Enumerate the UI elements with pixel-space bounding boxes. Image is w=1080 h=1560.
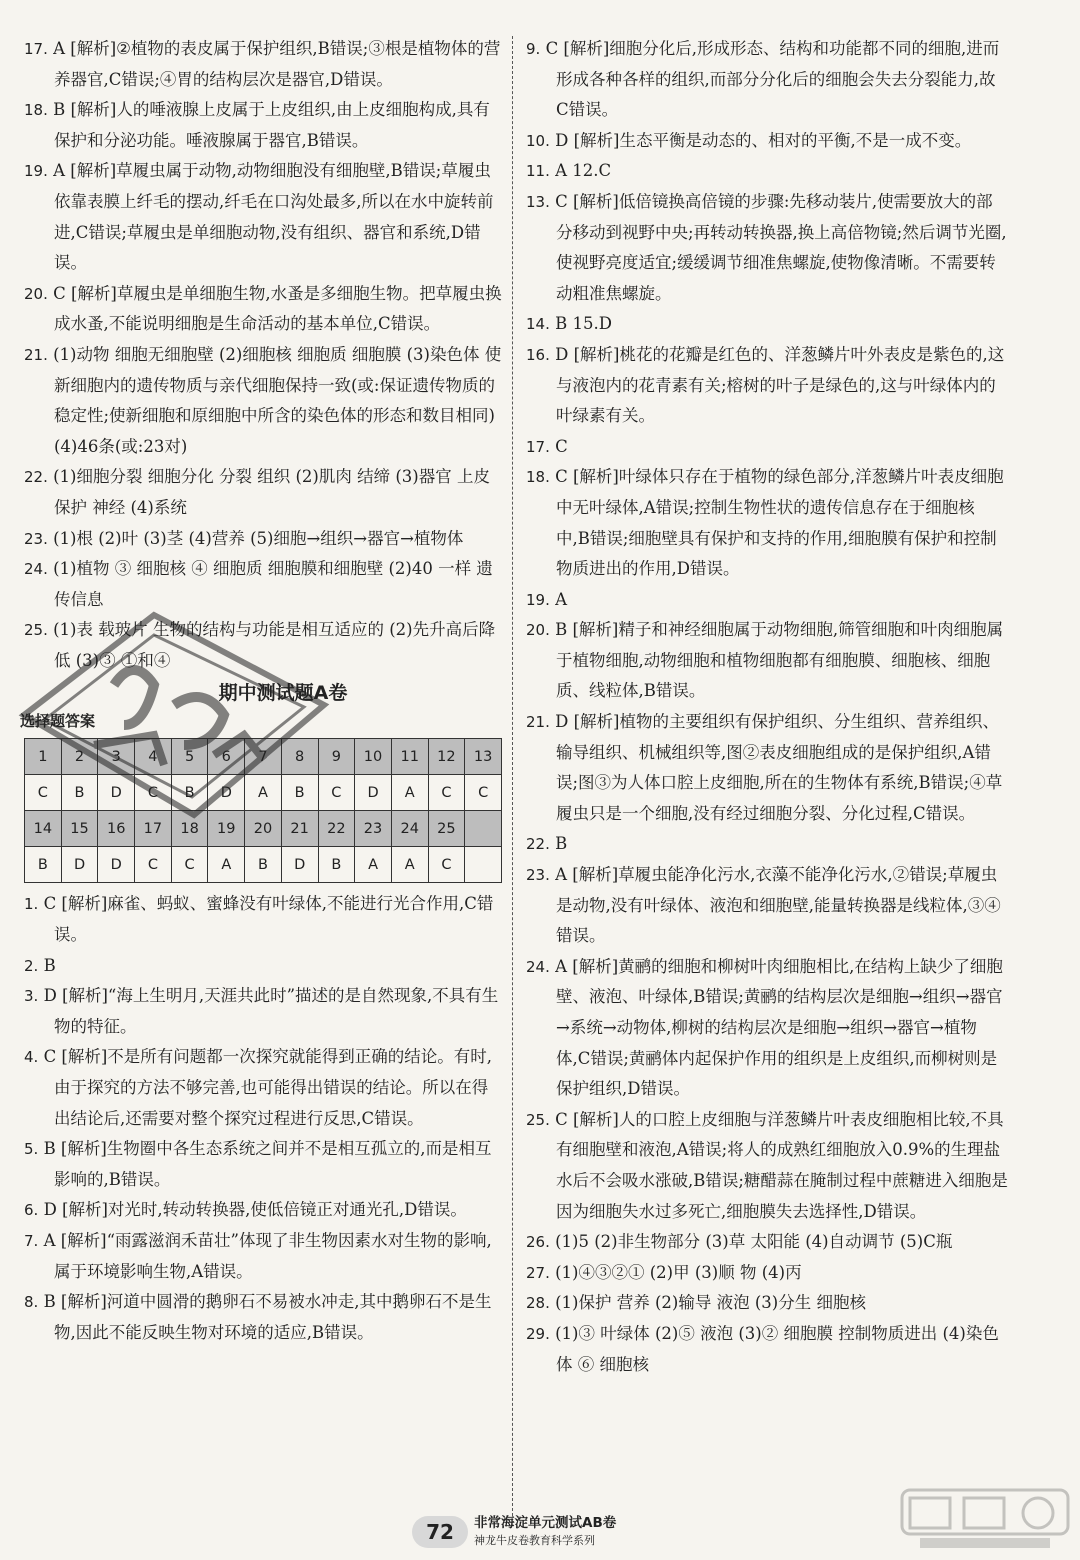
answer-list-right [526,34,1008,1380]
answer-item-number: 24. [526,957,550,976]
answer-item-text: C [解析]草履虫是单细胞生物,水蚤是多细胞生物。把草履虫换成水蚤,不能说明细胞是生命活动的基本单位,C错误。 [53,283,502,334]
answer-table-cell: D [281,847,318,883]
answer-item-number: 8. [24,1293,39,1312]
answer-item [24,156,502,278]
answer-item [526,432,1008,463]
answer-item-number: 28. [526,1294,550,1313]
answer-item [526,126,1008,157]
answer-item-number: 18. [24,101,48,120]
column-divider [512,36,513,1516]
answer-table-cell: D [208,775,245,811]
answer-item [24,889,502,950]
answer-item-number: 21. [526,713,550,732]
answer-item-number: 5. [24,1140,39,1159]
answer-table-cell: 13 [465,739,502,775]
answer-item [526,707,1008,829]
answer-item-text: (1)④③②① (2)甲 (3)顺 物 (4)丙 [555,1262,802,1282]
answer-item [526,829,1008,860]
answer-table-cell: 25 [428,811,465,847]
answer-item-text: (1)③ 叶绿体 (2)⑤ 液泡 (3)② 细胞膜 控制物质进出 (4)染色体 ⑥ 细胞核 [555,1323,999,1374]
answer-table-cell: C [135,847,172,883]
answer-item-number: 7. [24,1232,39,1250]
answer-item-text: A [解析]②植物的表皮属于保护组织,B错误;③根是植物体的营养器官,C错误;④胃的结构层次是器官,D错误。 [53,39,501,89]
answer-table-cell [465,847,502,883]
answer-item-text: C [解析]不是所有问题都一次探究就能得到正确的结论。有时,由于探究的方法不够完善,也可能得出错误的结论。所以在得出结论后,还需要对整个探究过程进行反思,C错误。 [43,1047,493,1128]
answer-item-number: 1. [24,895,39,914]
answer-table-cell: 10 [355,739,392,775]
answer-item-text: B [解析]河道中圆滑的鹅卵石不易被水冲走,其中鹅卵石不是生物,因此不能反映生物对环境的适应,B错误。 [43,1292,492,1342]
answer-item [526,615,1008,707]
answer-table-cell: 18 [171,811,208,847]
answer-table-cell: A [391,775,428,811]
choice-answers-label: 选择题答案 [20,712,96,731]
answer-table-cell: 19 [208,811,245,847]
answer-list-left [24,34,502,676]
answer-table-cell: A [245,775,282,811]
answer-table-cell: C [25,775,62,811]
answer-item-text: D [解析]桃花的花瓣是红色的、洋葱鳞片叶外表皮是紫色的,这与液泡内的花青素有关;榕树的叶子是绿色的,这与叶绿体内的叶绿素有关。 [555,344,1005,426]
answer-item-text: C [解析]麻雀、蚂蚁、蜜蜂没有叶绿体,不能进行光合作用,C错误。 [43,894,494,945]
answer-table-cell: 8 [281,739,318,775]
answer-item [24,279,502,340]
answer-table-cell: 12 [428,739,465,775]
watermark-logo-icon [900,1488,1070,1554]
answer-item-text: D [解析]对光时,转动转换器,使低倍镜正对通光孔,D错误。 [43,1200,467,1220]
answer-item-number: 25. [24,621,48,640]
answer-item [526,156,1008,187]
answer-list-left-2 [24,889,502,1348]
answer-item [24,1287,502,1348]
answer-item-number: 20. [24,284,48,303]
answer-table-cell: B [318,847,355,883]
answer-item-text: (1)细胞分裂 细胞分化 分裂 组织 (2)肌肉 结缔 (3)器官 上皮 保护 神经 (4)系统 [53,467,490,517]
answer-item-number: 23. [24,529,48,548]
answer-item-number: 21. [24,345,48,364]
answer-item-number: 6. [24,1201,39,1220]
answer-table-cell: 22 [318,811,355,847]
answer-item-number: 27. [526,1263,550,1282]
answer-table-cell: C [465,775,502,811]
answer-table-cell: 20 [245,811,282,847]
answer-table-cell: 16 [98,811,135,847]
answer-item-text: C [解析]低倍镜换高倍镜的步骤:先移动装片,使需要放大的部分移动到视野中央;再转动转换器,换上高倍物镜;然后调节光圈,使视野亮度适宜;缓缓调节细准焦螺旋,使物像清晰。不需要转动粗准焦螺旋。 [555,191,1007,303]
answer-item [526,1227,1008,1258]
answer-item-text: B [43,955,56,975]
answer-item [526,1105,1008,1227]
answer-item-number: 17. [526,437,550,456]
answer-item [24,1226,502,1287]
answer-item-text: A [解析]“雨露滋润禾苗壮”体现了非生物因素水对生物的影响,属于环境影响生物,A错误。 [43,1231,492,1281]
answer-table-cell: C [428,775,465,811]
answer-item-text: A [解析]草履虫能净化污水,衣藻不能净化污水,②错误;草履虫是动物,没有叶绿体、液泡和细胞壁,能量转换器是线粒体,③④错误。 [555,865,1001,946]
answer-item-text: D [解析]生态平衡是动态的、相对的平衡,不是一成不变。 [555,130,972,150]
answer-item-number: 22. [526,835,550,854]
answer-item-text: C [555,436,568,456]
answer-table-cell: C [171,847,208,883]
answer-item-number: 2. [24,956,39,975]
answer-item [526,860,1008,952]
answer-item-text: C [解析]细胞分化后,形成形态、结构和功能都不同的细胞,进而形成各种各样的组织,而部分分化后的细胞会失去分裂能力,故C错误。 [545,39,1000,120]
answer-item-number: 20. [526,621,550,640]
answer-table-answers-row-2 [25,847,502,883]
answer-table-cell: 5 [171,739,208,775]
answer-item [24,1134,502,1195]
answer-item-number: 19. [24,162,48,181]
answer-item-number: 10. [526,131,550,150]
answer-item-text: C [解析]叶绿体只存在于植物的绿色部分,洋葱鳞片叶表皮细胞中无叶绿体,A错误;控制生物性状的遗传信息存在于细胞核中,B错误;细胞壁具有保护和支持的作用,细胞膜有保护和控制物质进出的作用,D错误。 [555,467,1004,579]
answer-table-cell: 15 [61,811,98,847]
answer-table-cell: B [25,847,62,883]
answer-item [526,462,1008,584]
answer-item [526,1288,1008,1319]
answer-item [526,309,1008,340]
answer-item-text: (1)保护 营养 (2)输导 液泡 (3)分生 细胞核 [555,1293,866,1313]
answer-table-cell: 24 [391,811,428,847]
answer-item-number: 22. [24,468,48,487]
answer-table-cell: 3 [98,739,135,775]
answer-table-cell: C [135,775,172,811]
answer-table-cell: B [281,775,318,811]
answer-item-number: 11. [526,162,550,181]
answer-table-cell: 11 [391,739,428,775]
answer-table-cell: 7 [245,739,282,775]
answer-item-number: 23. [526,866,550,885]
answer-table-cell: 9 [318,739,355,775]
answer-table-cell: 1 [25,739,62,775]
answer-item [526,340,1008,432]
answer-item-number: 25. [526,1110,550,1129]
answer-item [526,952,1008,1105]
answer-item [24,462,502,523]
answer-item [526,585,1008,616]
stamp-overlay-icon [4,585,344,835]
answer-item-text: D [解析]植物的主要组织有保护组织、分生组织、营养组织、输导组织、机械组织等,图②表皮细胞组成的是保护组织,A错误;图③为人体口腔上皮细胞,所在的生物体有系统,B错误;④草履虫只是一个细胞,没有经过细胞分裂、分化过程,C错误。 [555,712,1003,823]
answer-item-text: (1)动物 细胞无细胞壁 (2)细胞核 细胞质 细胞膜 (3)染色体 使新细胞内的遗传物质与亲代细胞保持一致(或:保证遗传物质的稳定性;使新细胞和原细胞中所含的染色体的形态和数目相同) (4)46条(或:23对) [53,344,502,456]
answer-item-text: B [解析]精子和神经细胞属于动物细胞,筛管细胞和叶肉细胞属于植物细胞,动物细胞和植物细胞都有细胞膜、细胞核、细胞质、线粒体,B错误。 [555,620,1004,701]
answer-item [526,34,1008,126]
answer-item-text: (1)5 (2)非生物部分 (3)草 太阳能 (4)自动调节 (5)C瓶 [555,1232,953,1252]
right-column [526,34,1008,1380]
answer-table-cell: B [171,775,208,811]
answer-item-number: 18. [526,468,550,487]
answer-item-text: A [555,589,568,609]
answer-item-text: (1)根 (2)叶 (3)茎 (4)营养 (5)细胞→组织→器官→植物体 [53,528,464,548]
answer-table-cell: 21 [281,811,318,847]
answer-item-number: 17. [24,40,48,58]
answer-item-text: B [解析]人的唾液腺上皮属于上皮组织,由上皮细胞构成,具有保护和分泌功能。唾液腺属于器官,B错误。 [53,100,490,150]
answer-item [24,340,502,462]
section-title: 期中测试题A卷 [218,682,348,705]
answer-item-number: 13. [526,192,550,211]
answer-item [24,981,502,1042]
answer-item-text: (1)表 载玻片 生物的结构与功能是相互适应的 (2)先升高后降低 (3)③ ①和④ [53,620,496,670]
answer-item-text: B [解析]生物圈中各生态系统之间并不是相互孤立的,而是相互影响的,B错误。 [43,1139,492,1189]
answer-item [24,951,502,982]
answer-item-text: C [解析]人的口腔上皮细胞与洋葱鳞片叶表皮细胞相比较,不具有细胞壁和液泡,A错误;将人的成熟红细胞放入0.9%的生理盐水后不会吸水涨破,B错误;糖醋蒜在腌制过程中蔗糖进入细胞是因为细胞失水过多死亡,细胞膜失去选择性,D错误。 [555,1109,1008,1221]
answer-item-text: A [解析]黄鹂的细胞和柳树叶肉细胞相比,在结构上缺少了细胞壁、液泡、叶绿体,B错误;黄鹂的结构层次是细胞→组织→器官→系统→动物体,柳树的结构层次是细胞→组织→器官→植物体,C错误;黄鹂体内起保护作用的组织是上皮组织,而柳树则是保护组织,D错误。 [555,956,1003,1099]
answer-item [24,524,502,555]
answer-table-cell: 17 [135,811,172,847]
answer-item [526,1319,1008,1380]
answer-table-cell: C [318,775,355,811]
answer-item-text: B [555,834,568,854]
answer-item-number: 19. [526,590,550,609]
answer-item [24,1042,502,1134]
answer-item-text: D [解析]“海上生明月,天涯共此时”描述的是自然现象,不具有生物的特征。 [43,986,499,1036]
answer-table-cell: A [208,847,245,883]
answer-item [24,1195,502,1226]
answer-item-number: 9. [526,40,541,58]
answer-table-cell: D [355,775,392,811]
answer-table-cell: 14 [25,811,62,847]
answer-table-cell: B [245,847,282,883]
answer-table-cell: 2 [61,739,98,775]
answer-item-number: 4. [24,1048,39,1067]
answer-item [526,1258,1008,1289]
answer-item [24,34,502,95]
answer-item-number: 3. [24,987,39,1006]
answer-table-cell: A [355,847,392,883]
answer-item-text: A [解析]草履虫属于动物,动物细胞没有细胞壁,B错误;草履虫依靠表膜上纤毛的摆动,纤毛在口沟处最多,所以在水中旋转前进,C错误;草履虫是单细胞动物,没有组织、器官和系统,D错误。 [53,161,494,273]
answer-table-cell: 6 [208,739,245,775]
answer-item-number: 26. [526,1233,550,1252]
answer-item-number: 29. [526,1324,550,1343]
answer-table-cell: 23 [355,811,392,847]
answer-table-cell: 4 [135,739,172,775]
answer-table-cell: B [61,775,98,811]
answer-item-number: 14. [526,315,550,334]
answer-item [526,187,1008,309]
answer-item [24,95,502,156]
answer-item-text: (1)植物 ③ 细胞核 ④ 细胞质 细胞膜和细胞壁 (2)40 一样 遗传信息 [53,559,493,609]
answer-table-cell: D [98,775,135,811]
answer-table-cell: C [428,847,465,883]
answer-item-number: 24. [24,560,48,579]
answer-table-cell: D [61,847,98,883]
answer-table-cell: D [98,847,135,883]
answer-table-cell: A [391,847,428,883]
answer-item-text: B 15.D [555,314,612,334]
answer-table-cell [465,811,502,847]
book-title: 非常海淀单元测试AB卷 [474,1515,617,1531]
answer-item-number: 16. [526,345,550,364]
answer-item-text: A 12.C [555,161,612,181]
page-number: 72 [412,1516,468,1548]
book-series: 神龙牛皮卷教育科学系列 [474,1534,595,1547]
